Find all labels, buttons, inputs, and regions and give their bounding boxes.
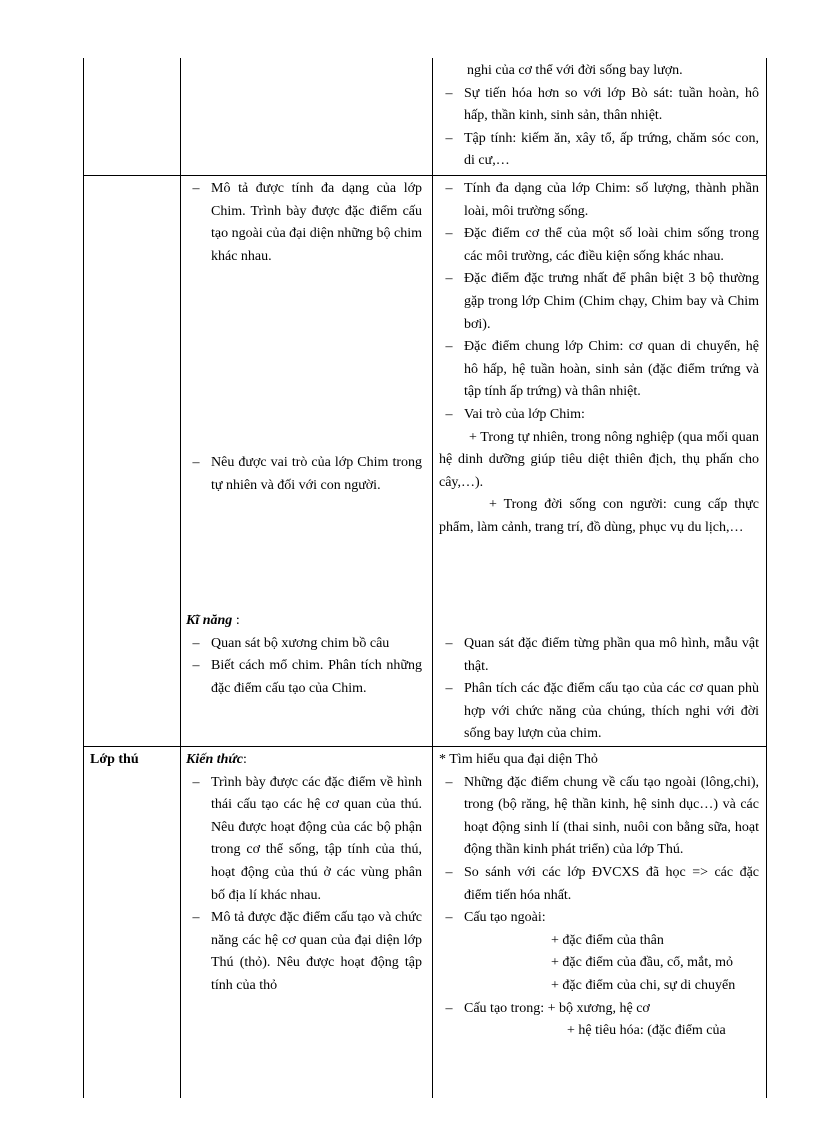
list-item: – Tính đa dạng của lớp Chim: số lượng, thành phần loài, môi trường sống. xyxy=(445,181,759,219)
list-item: – Vai trò của lớp Chim: xyxy=(445,406,585,422)
list-item: – Trình bày được các đặc điểm về hình thái cấu tạo các hệ cơ quan của thú. Nêu được hoạt động của các bộ phận trong cơ thể sống, tập tính của thú, hoạt động của thú ở các vùng phân bố địa lí khác nhau. xyxy=(192,774,422,903)
list-item: – Biết cách mổ chim. Phân tích những đặc điểm cấu tạo của Chim. xyxy=(192,658,422,696)
list-item: – Tập tính: kiếm ăn, xây tổ, ấp trứng, chăm sóc con, di cư,… xyxy=(445,130,759,169)
sub-item: + đặc điểm của thân xyxy=(551,932,664,948)
chim-row-col2-b xyxy=(186,452,422,497)
knowledge-heading: Kiến thức: xyxy=(186,752,247,767)
list-item: – Mô tả được đặc điểm cấu tạo và chức năng các hệ cơ quan của đại diện lớp Thú (thỏ). Nêu được hoạt động tập tính của thỏ xyxy=(192,910,422,993)
list-item: – Quan sát bộ xương chim bồ câu xyxy=(192,635,390,651)
list-item: – Mô tả được tính đa dạng của lớp Chim. Trình bày được đặc điểm cấu tạo ngoài của đại diện những bộ chim khác nhau. xyxy=(192,181,422,264)
thu-row-col3 xyxy=(439,749,759,1043)
row-divider-1 xyxy=(83,175,767,176)
thu-row-col2 xyxy=(186,749,422,998)
list-item: – Sự tiến hóa hơn so với lớp Bò sát: tuần hoàn, hô hấp, thần kinh, sinh sản, thân nhiệt. xyxy=(445,85,759,124)
list-item: – Đặc điểm chung lớp Chim: cơ quan di chuyển, hệ hô hấp, hệ tuần hoàn, sinh sản (đặc điểm trứng và tập tính ấp trứng) và thân nhiệt. xyxy=(445,339,759,400)
sub-item: + đặc điểm của đầu, cổ, mắt, mỏ xyxy=(551,955,734,971)
list-item: – Đặc điểm cơ thể của một số loài chim sống trong các môi trường, các điều kiện sống khác nhau. xyxy=(445,226,759,264)
top-row-col3 xyxy=(439,60,759,173)
sub-item: + Trong tự nhiên, trong nông nghiệp (qua mối quan hệ dinh dưỡng giúp tiêu diệt thiên địch, thụ phấn cho cây,…). xyxy=(439,429,759,490)
row-label: Lớp thú xyxy=(90,752,139,767)
sub-item: + Trong đời sống con người: cung cấp thực phẩm, làm cảnh, trang trí, đồ dùng, phục vụ du lịch,… xyxy=(439,497,759,535)
table-border-right xyxy=(766,58,767,1098)
sub-item: + hệ tiêu hóa: (đặc điểm của xyxy=(567,1023,726,1039)
list-item: – Cấu tạo trong: + bộ xương, hệ cơ xyxy=(445,1000,650,1016)
list-item: – Nêu được vai trò của lớp Chim trong tự nhiên và đối với con người. xyxy=(192,455,422,493)
table-divider-2 xyxy=(432,58,433,1098)
intro-text: * Tìm hiểu qua đại diện Thỏ xyxy=(439,752,598,767)
list-item: – Phân tích các đặc điểm cấu tạo của các cơ quan phù hợp với chức năng của chúng, thích nghi với đời sống bay lượn của chim. xyxy=(445,681,759,742)
chim-row-col2-a xyxy=(186,178,422,268)
skills-heading: Kĩ năng : xyxy=(186,613,240,628)
list-item: – So sánh với các lớp ĐVCXS đã học => các đặc điểm tiến hóa nhất. xyxy=(445,864,759,903)
table-border-left xyxy=(83,58,84,1098)
list-item: – Đặc điểm đặc trưng nhất để phân biệt 3 bộ thường gặp trong lớp Chim (Chim chạy, Chim bay và Chim bơi). xyxy=(445,271,759,332)
list-item: – Cấu tạo ngoài: xyxy=(445,910,546,926)
chim-row-col3-skills xyxy=(439,633,759,746)
continued-text: nghi của cơ thể với đời sống bay lượn. xyxy=(467,63,683,78)
chim-row-col2-skills xyxy=(186,610,422,700)
list-item: – Quan sát đặc điểm từng phần qua mô hình, mẫu vật thật. xyxy=(445,636,759,674)
thu-row-col1 xyxy=(90,749,176,772)
table-divider-1 xyxy=(180,58,181,1098)
sub-item: + đặc điểm của chi, sự di chuyển xyxy=(551,977,736,993)
row-divider-2 xyxy=(83,746,767,747)
list-item: – Những đặc điểm chung về cấu tạo ngoài (lông,chi), trong (bộ răng, hệ thần kinh, hệ sinh dục…) và các hoạt động sinh lí (thai sinh, nuôi con bằng sữa, hoạt động thần kinh phát triển) của lớp Thú. xyxy=(445,774,759,858)
chim-row-col3 xyxy=(439,178,759,540)
